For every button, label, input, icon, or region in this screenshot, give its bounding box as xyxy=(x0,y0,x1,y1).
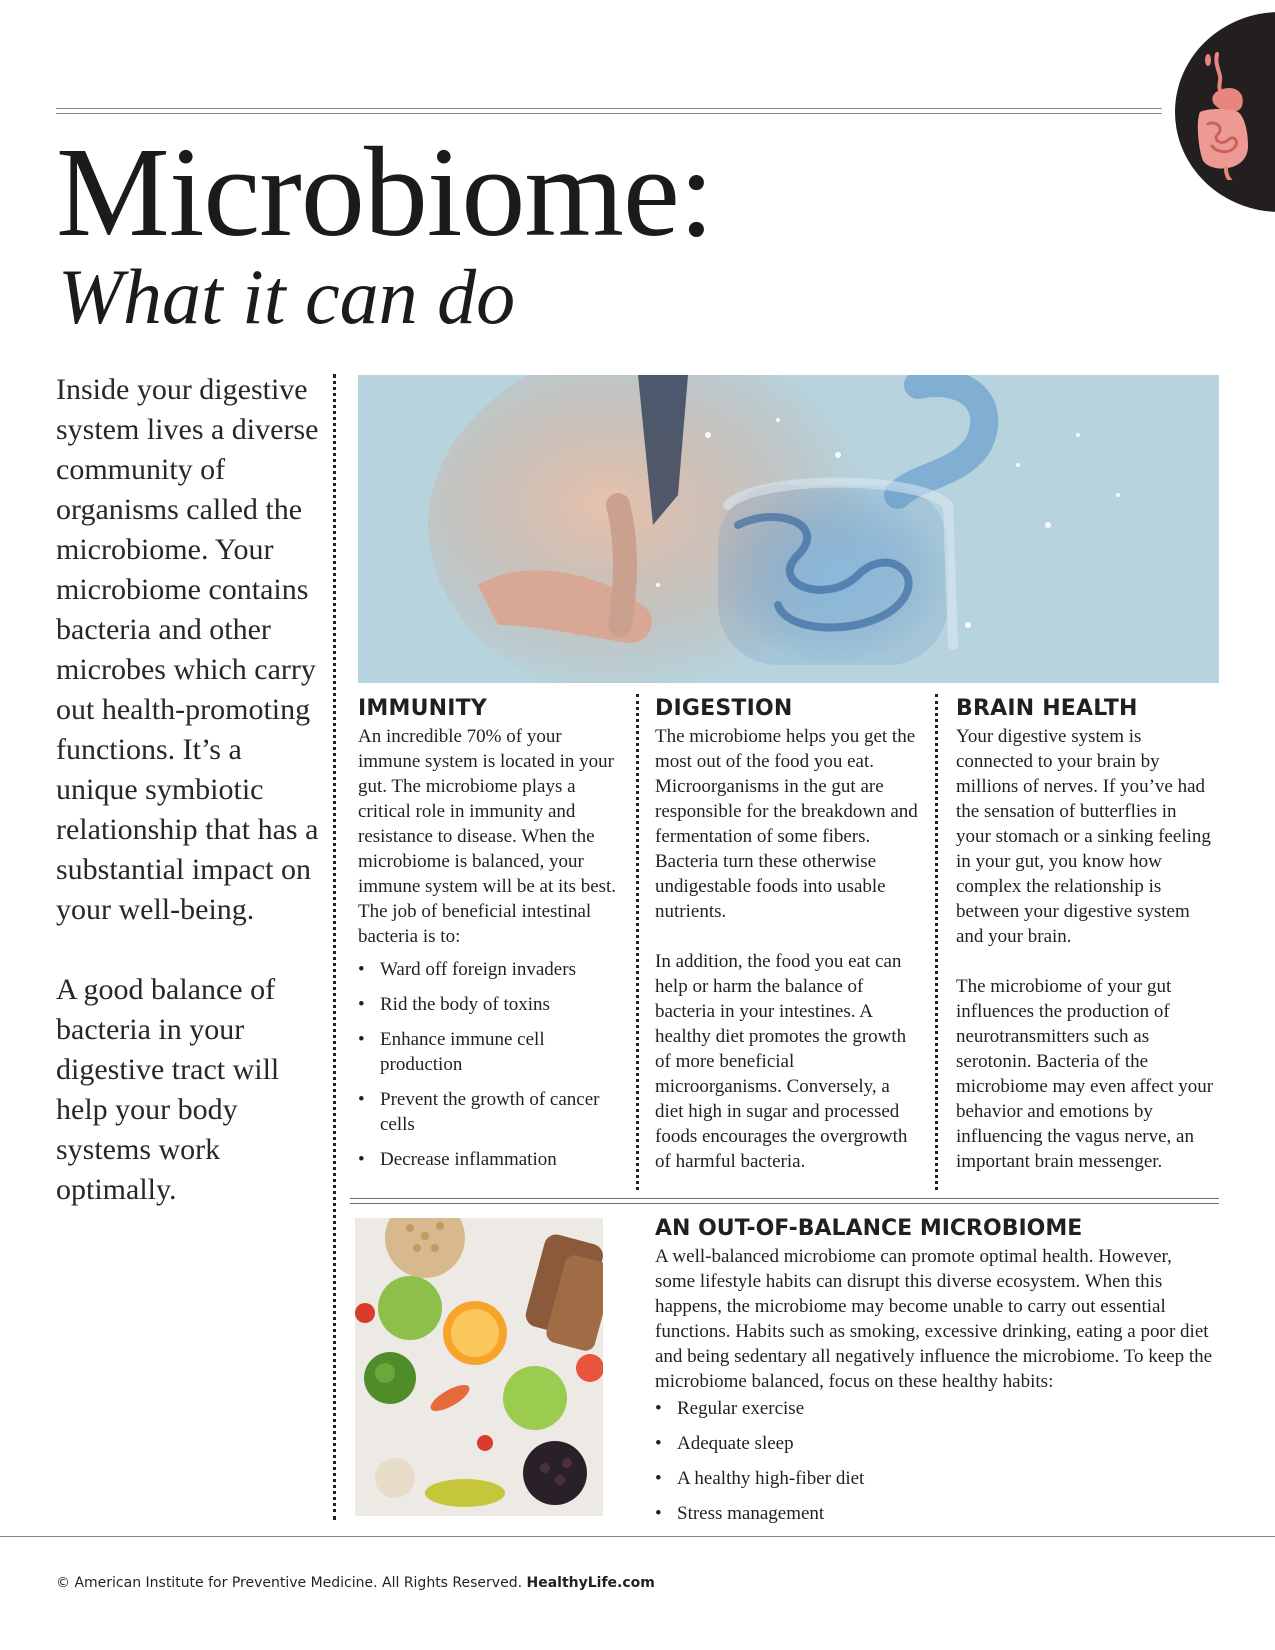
column-divider xyxy=(636,694,639,1190)
digestion-section xyxy=(655,696,920,1174)
footer-rule xyxy=(0,1536,1275,1537)
copyright-text: © American Institute for Preventive Medicine. All Rights Reserved. xyxy=(56,1575,523,1591)
immunity-body: An incredible 70% of your immune system is located in your gut. The microbiome plays a critical role in immunity and resistance to disease. When the microbiome is balanced, your immune system will be at its best. The job of beneficial intestinal bacteria is to: xyxy=(358,726,617,947)
list-item: • A healthy high-fiber diet xyxy=(655,1466,1215,1491)
brain-health-section xyxy=(956,696,1216,1174)
digestion-paragraph: The microbiome helps you get the most out of the food you eat. Microorganisms in the gut are responsible for the breakdown and fermentation of some fibers. Bacteria turn these otherwise undigestable foods into usable nutrients. xyxy=(655,726,918,922)
intro-paragraph: A good balance of bacteria in your digestive tract will help your body systems work optimally. xyxy=(56,973,280,1206)
out-of-balance-heading: AN OUT-OF-BALANCE MICROBIOME xyxy=(655,1216,1083,1241)
list-item: • Stress management xyxy=(655,1501,1215,1526)
top-rule xyxy=(56,108,1162,114)
list-item: • Regular exercise xyxy=(655,1396,1215,1421)
hero-image-intestine-hologram xyxy=(358,375,1219,683)
list-item: • Adequate sleep xyxy=(655,1431,1215,1456)
out-of-balance-body: A well-balanced microbiome can promote optimal health. However, some lifestyle habits can disrupt this diverse ecosystem. When this happens, the microbiome may become unable to carry out essential functions. Habits such as smoking, excessive drinking, eating a poor diet and being sedentary all negatively influence the microbiome. To keep the microbiome balanced, focus on these healthy habits: xyxy=(655,1246,1213,1392)
list-item: • Enhance immune cell production xyxy=(358,1027,623,1077)
out-of-balance-section xyxy=(655,1216,1215,1536)
list-item: • Rid the body of toxins xyxy=(358,992,623,1017)
site-link[interactable]: HealthyLife.com xyxy=(526,1575,655,1591)
immunity-list xyxy=(358,957,623,1172)
footer xyxy=(56,1575,655,1591)
healthy-food-image xyxy=(355,1218,603,1516)
list-item: • Decrease inflammation xyxy=(358,1147,623,1172)
intro-text xyxy=(56,370,326,1210)
column-divider xyxy=(333,374,336,1520)
brain-health-paragraph: The microbiome of your gut influences the production of neurotransmitters such as serotonin. Bacteria of the microbiome may even affect your behavior and emotions by influencing the vagus nerve, an important brain messenger. xyxy=(956,976,1214,1172)
digestion-heading: DIGESTION xyxy=(655,696,793,721)
intro-paragraph: Inside your digestive system lives a diverse community of organisms called the microbiome. Your microbiome contains bacteria and other microbes which carry out health-promoting functions. It’s a unique symbiotic relationship that has a substantial impact on your well-being. xyxy=(56,373,319,926)
list-item: • Prevent the growth of cancer cells xyxy=(358,1087,623,1137)
healthy-habits-list xyxy=(655,1396,1215,1526)
brain-health-heading: BRAIN HEALTH xyxy=(956,696,1138,721)
brain-health-paragraph: Your digestive system is connected to your brain by millions of nerves. If you’ve had the sensation of butterflies in your stomach or a sinking feeling in your gut, you know how complex the relationship is between your digestive system and your brain. xyxy=(956,726,1211,947)
digestion-paragraph: In addition, the food you eat can help or harm the balance of bacteria in your intestines. A healthy diet promotes the growth of more beneficial microorganisms. Conversely, a diet high in sugar and processed foods encourages the overgrowth of harmful bacteria. xyxy=(655,951,908,1172)
immunity-section xyxy=(358,696,623,1182)
section-rule xyxy=(350,1198,1219,1204)
immunity-heading: IMMUNITY xyxy=(358,696,487,721)
list-item: • Ward off foreign invaders xyxy=(358,957,623,982)
page-title: Microbiome: xyxy=(56,121,714,263)
column-divider xyxy=(935,694,938,1190)
digestive-system-icon xyxy=(1190,50,1260,180)
page-subtitle: What it can do xyxy=(58,253,516,340)
